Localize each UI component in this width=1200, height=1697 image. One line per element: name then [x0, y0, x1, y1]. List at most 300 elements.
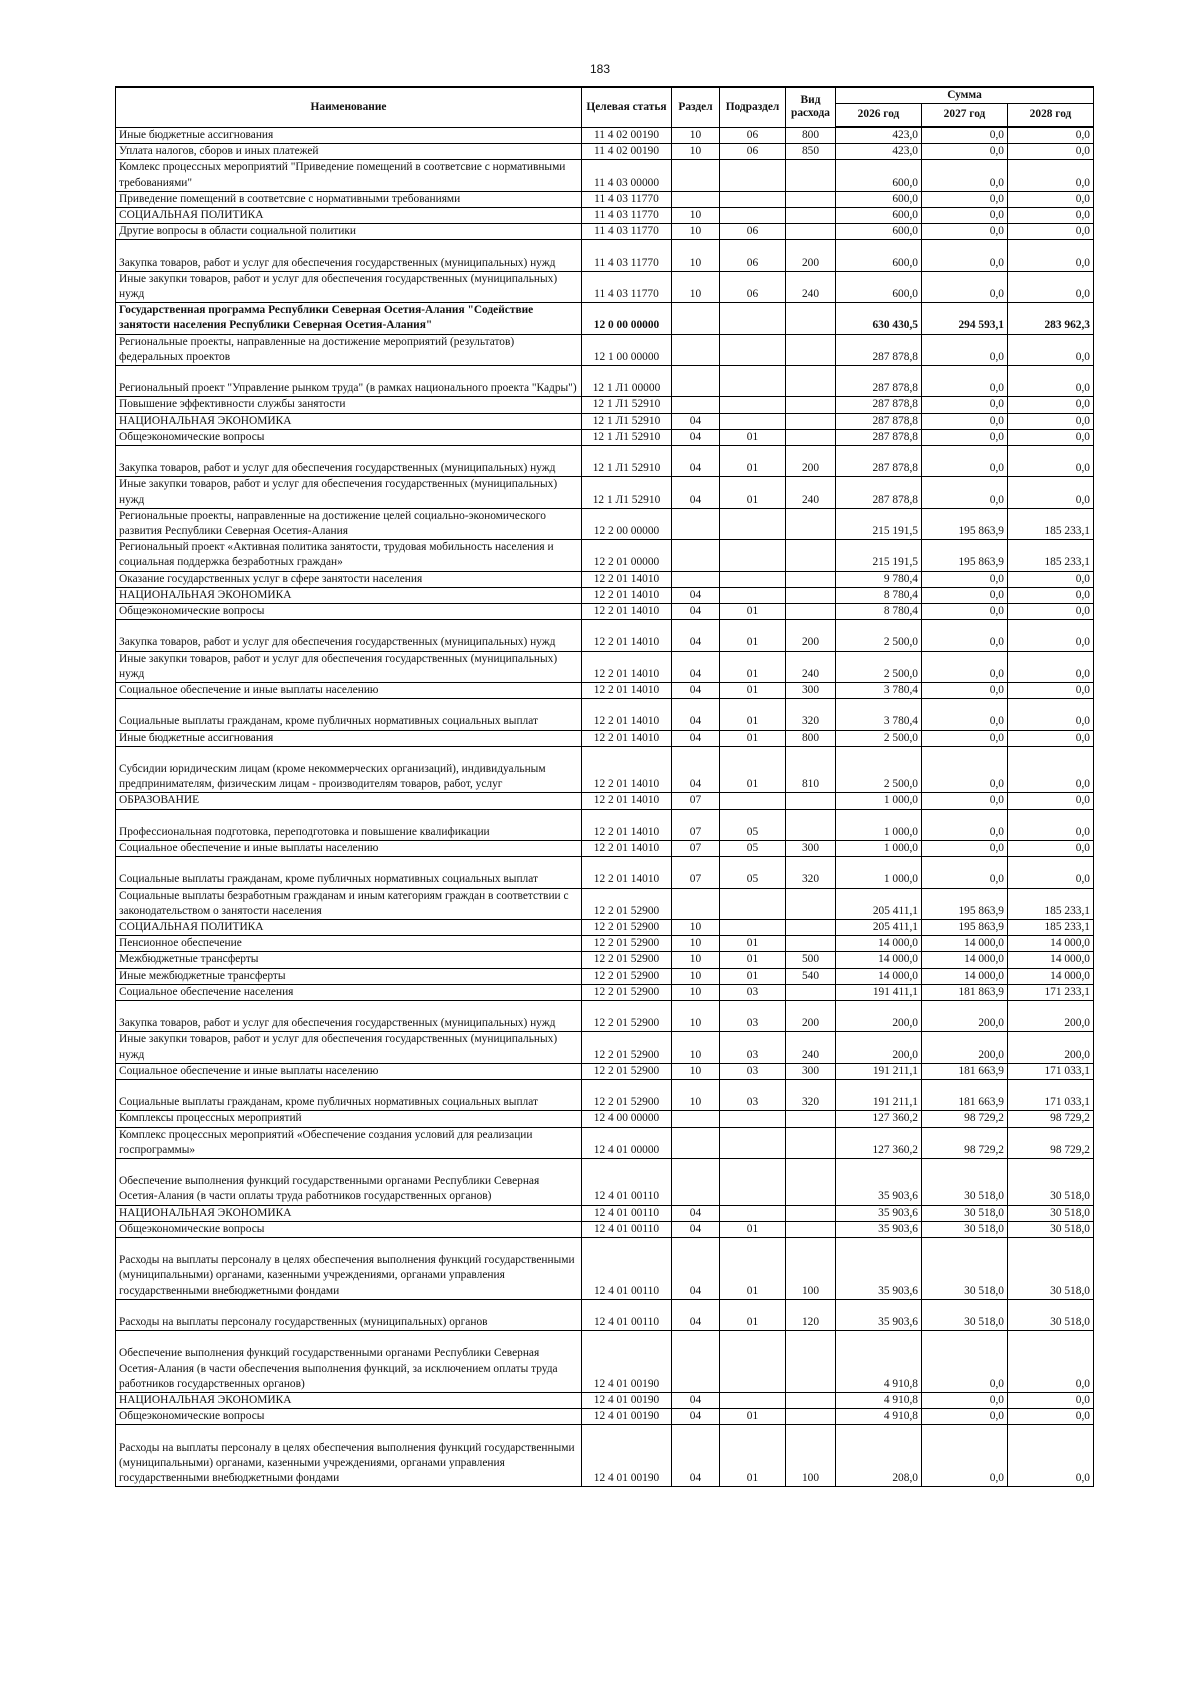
row-subsection: 03	[720, 1001, 786, 1032]
row-target-article: 12 2 01 52900	[582, 984, 672, 1000]
row-sum-2028: 0,0	[1008, 793, 1094, 809]
row-subsection	[720, 540, 786, 571]
row-target-article: 11 4 03 11770	[582, 191, 672, 207]
col-header-target-article: Целевая статья	[582, 87, 672, 127]
row-expense-type	[786, 587, 836, 603]
row-sum-2028: 185 233,1	[1008, 888, 1094, 919]
row-section: 10	[672, 144, 720, 160]
row-sum-2027: 0,0	[922, 1393, 1008, 1409]
row-section: 07	[672, 809, 720, 840]
row-sum-2026: 127 360,2	[836, 1127, 922, 1158]
row-section	[672, 303, 720, 334]
row-sum-2027: 0,0	[922, 160, 1008, 191]
row-sum-2027: 30 518,0	[922, 1159, 1008, 1206]
row-expense-type	[786, 1393, 836, 1409]
row-sum-2027: 195 863,9	[922, 540, 1008, 571]
page-number: 183	[589, 62, 611, 76]
table-row	[116, 1299, 1094, 1330]
row-target-article: 12 1 Л1 52910	[582, 397, 672, 413]
row-target-article: 12 2 01 14010	[582, 651, 672, 682]
row-subsection	[720, 1331, 786, 1393]
row-sum-2026: 600,0	[836, 240, 922, 271]
row-expense-type: 800	[786, 730, 836, 746]
row-section: 04	[672, 730, 720, 746]
row-sum-2026: 200,0	[836, 1032, 922, 1063]
row-expense-type	[786, 160, 836, 191]
row-section	[672, 508, 720, 539]
row-sum-2028: 14 000,0	[1008, 968, 1094, 984]
row-expense-type	[786, 1221, 836, 1237]
row-name: Уплата налогов, сборов и иных платежей	[116, 144, 582, 160]
table-row	[116, 730, 1094, 746]
row-sum-2028: 185 233,1	[1008, 920, 1094, 936]
row-sum-2028: 0,0	[1008, 683, 1094, 699]
row-target-article: 12 4 01 00000	[582, 1127, 672, 1158]
row-subsection	[720, 208, 786, 224]
row-subsection: 05	[720, 841, 786, 857]
row-sum-2027: 0,0	[922, 809, 1008, 840]
row-sum-2028: 14 000,0	[1008, 936, 1094, 952]
row-expense-type	[786, 604, 836, 620]
row-section: 10	[672, 240, 720, 271]
row-sum-2028: 171 233,1	[1008, 984, 1094, 1000]
row-sum-2026: 1 000,0	[836, 809, 922, 840]
row-subsection	[720, 1127, 786, 1158]
row-name: Общеэкономические вопросы	[116, 604, 582, 620]
table-body	[116, 127, 1094, 1487]
row-expense-type: 300	[786, 1063, 836, 1079]
row-sum-2027: 0,0	[922, 841, 1008, 857]
row-expense-type	[786, 429, 836, 445]
row-target-article: 12 4 01 00190	[582, 1393, 672, 1409]
row-target-article: 12 2 01 14010	[582, 604, 672, 620]
row-name: Приведение помещений в соответсвие с нормативными требованиями	[116, 191, 582, 207]
table-row	[116, 271, 1094, 302]
row-section: 04	[672, 746, 720, 793]
row-sum-2027: 195 863,9	[922, 920, 1008, 936]
row-subsection: 01	[720, 730, 786, 746]
row-sum-2028: 0,0	[1008, 366, 1094, 397]
row-section	[672, 397, 720, 413]
row-section: 04	[672, 620, 720, 651]
row-sum-2027: 0,0	[922, 208, 1008, 224]
row-section: 10	[672, 968, 720, 984]
row-sum-2027: 181 863,9	[922, 984, 1008, 1000]
row-target-article: 12 2 01 14010	[582, 587, 672, 603]
row-target-article: 12 2 01 52900	[582, 1001, 672, 1032]
row-name: Иные закупки товаров, работ и услуг для обеспечения государственных (муниципальных) нужд	[116, 1032, 582, 1063]
row-section	[672, 888, 720, 919]
row-sum-2028: 0,0	[1008, 191, 1094, 207]
col-header-expense-type: Вид расхода	[786, 87, 836, 127]
row-section: 10	[672, 271, 720, 302]
row-target-article: 12 4 01 00110	[582, 1205, 672, 1221]
row-expense-type	[786, 1111, 836, 1127]
row-name: НАЦИОНАЛЬНАЯ ЭКОНОМИКА	[116, 587, 582, 603]
row-name: Субсидии юридическим лицам (кроме некоммерческих организаций), индивидуальным предпринимателям, физическим лицам - производителям товаров, работ, услуг	[116, 746, 582, 793]
row-name: Профессиональная подготовка, переподготовка и повышение квалификации	[116, 809, 582, 840]
row-sum-2027: 0,0	[922, 334, 1008, 365]
row-sum-2027: 0,0	[922, 651, 1008, 682]
table-row	[116, 144, 1094, 160]
row-sum-2026: 2 500,0	[836, 620, 922, 651]
row-name: Обеспечение выполнения функций государственными органами Республики Северная Осетия-Алания (в части обеспечения выполнения функций, за исключением оплаты труда работников государственных органов)	[116, 1331, 582, 1393]
row-name: Иные закупки товаров, работ и услуг для обеспечения государственных (муниципальных) нужд	[116, 271, 582, 302]
table-row	[116, 952, 1094, 968]
row-subsection	[720, 397, 786, 413]
row-sum-2026: 600,0	[836, 224, 922, 240]
row-section: 07	[672, 857, 720, 888]
row-subsection	[720, 303, 786, 334]
row-name: Закупка товаров, работ и услуг для обеспечения государственных (муниципальных) нужд	[116, 1001, 582, 1032]
row-name: Социальное обеспечение и иные выплаты населению	[116, 683, 582, 699]
row-sum-2027: 181 663,9	[922, 1080, 1008, 1111]
row-sum-2028: 0,0	[1008, 208, 1094, 224]
row-subsection: 06	[720, 127, 786, 144]
table-header	[116, 87, 1094, 127]
row-subsection: 01	[720, 604, 786, 620]
row-expense-type	[786, 793, 836, 809]
table-row	[116, 334, 1094, 365]
row-subsection: 01	[720, 1409, 786, 1425]
row-subsection	[720, 160, 786, 191]
row-sum-2028: 185 233,1	[1008, 540, 1094, 571]
row-sum-2027: 195 863,9	[922, 888, 1008, 919]
row-target-article: 11 4 02 00190	[582, 127, 672, 144]
row-name: Общеэкономические вопросы	[116, 1221, 582, 1237]
row-section	[672, 571, 720, 587]
row-sum-2028: 30 518,0	[1008, 1221, 1094, 1237]
table-row	[116, 1111, 1094, 1127]
row-section: 10	[672, 208, 720, 224]
table-row	[116, 936, 1094, 952]
row-expense-type	[786, 888, 836, 919]
row-sum-2026: 14 000,0	[836, 952, 922, 968]
col-header-name: Наименование	[116, 87, 582, 127]
row-sum-2026: 4 910,8	[836, 1331, 922, 1393]
row-expense-type: 200	[786, 1001, 836, 1032]
row-target-article: 12 2 01 52900	[582, 920, 672, 936]
row-subsection	[720, 920, 786, 936]
row-section: 04	[672, 413, 720, 429]
row-subsection: 06	[720, 224, 786, 240]
row-target-article: 12 2 01 14010	[582, 620, 672, 651]
row-sum-2026: 1 000,0	[836, 841, 922, 857]
row-name: СОЦИАЛЬНАЯ ПОЛИТИКА	[116, 208, 582, 224]
row-sum-2026: 208,0	[836, 1425, 922, 1487]
row-target-article: 12 2 01 14010	[582, 683, 672, 699]
row-subsection: 03	[720, 1063, 786, 1079]
row-sum-2027: 0,0	[922, 1331, 1008, 1393]
row-expense-type: 850	[786, 144, 836, 160]
table-row	[116, 191, 1094, 207]
row-subsection: 01	[720, 1221, 786, 1237]
row-sum-2026: 3 780,4	[836, 699, 922, 730]
row-expense-type: 240	[786, 271, 836, 302]
row-section: 04	[672, 1205, 720, 1221]
row-sum-2027: 14 000,0	[922, 936, 1008, 952]
row-expense-type: 200	[786, 446, 836, 477]
row-target-article: 11 4 03 11770	[582, 240, 672, 271]
row-sum-2028: 0,0	[1008, 160, 1094, 191]
row-sum-2028: 200,0	[1008, 1032, 1094, 1063]
row-expense-type	[786, 809, 836, 840]
row-subsection: 03	[720, 984, 786, 1000]
row-section	[672, 160, 720, 191]
row-sum-2026: 14 000,0	[836, 968, 922, 984]
row-name: Закупка товаров, работ и услуг для обеспечения государственных (муниципальных) нужд	[116, 620, 582, 651]
row-sum-2027: 98 729,2	[922, 1127, 1008, 1158]
row-sum-2027: 0,0	[922, 397, 1008, 413]
row-expense-type	[786, 540, 836, 571]
table-row	[116, 1393, 1094, 1409]
row-expense-type: 320	[786, 857, 836, 888]
row-sum-2027: 30 518,0	[922, 1221, 1008, 1237]
row-sum-2027: 30 518,0	[922, 1238, 1008, 1300]
col-header-year-2028: 2028 год	[1008, 103, 1094, 127]
row-name: Социальные выплаты гражданам, кроме публичных нормативных социальных выплат	[116, 699, 582, 730]
row-name: Социальное обеспечение и иные выплаты населению	[116, 841, 582, 857]
row-sum-2026: 191 211,1	[836, 1080, 922, 1111]
row-sum-2028: 0,0	[1008, 699, 1094, 730]
row-subsection: 01	[720, 620, 786, 651]
row-expense-type	[786, 508, 836, 539]
row-target-article: 12 4 01 00110	[582, 1238, 672, 1300]
row-name: Общеэкономические вопросы	[116, 429, 582, 445]
row-name: Иные закупки товаров, работ и услуг для обеспечения государственных (муниципальных) нужд	[116, 477, 582, 508]
row-section: 04	[672, 1299, 720, 1330]
budget-table	[115, 86, 1094, 1487]
row-sum-2027: 0,0	[922, 620, 1008, 651]
table-row	[116, 1238, 1094, 1300]
table-row	[116, 1063, 1094, 1079]
row-sum-2026: 35 903,6	[836, 1299, 922, 1330]
row-target-article: 11 4 03 11770	[582, 224, 672, 240]
table-row	[116, 1127, 1094, 1158]
row-sum-2028: 0,0	[1008, 1331, 1094, 1393]
row-sum-2027: 0,0	[922, 144, 1008, 160]
row-sum-2027: 0,0	[922, 240, 1008, 271]
row-sum-2028: 0,0	[1008, 571, 1094, 587]
row-sum-2026: 600,0	[836, 191, 922, 207]
row-subsection: 06	[720, 271, 786, 302]
row-sum-2026: 1 000,0	[836, 793, 922, 809]
row-section	[672, 1331, 720, 1393]
table-row	[116, 587, 1094, 603]
table-row	[116, 841, 1094, 857]
table-row	[116, 240, 1094, 271]
row-sum-2027: 30 518,0	[922, 1205, 1008, 1221]
row-sum-2026: 205 411,1	[836, 920, 922, 936]
row-target-article: 12 2 01 14010	[582, 841, 672, 857]
row-sum-2028: 0,0	[1008, 746, 1094, 793]
row-sum-2027: 0,0	[922, 571, 1008, 587]
row-subsection	[720, 587, 786, 603]
row-section: 04	[672, 477, 720, 508]
row-name: Региональный проект "Управление рынком труда" (в рамках национального проекта "Кадры")	[116, 366, 582, 397]
row-section: 10	[672, 1032, 720, 1063]
table-row	[116, 793, 1094, 809]
row-section: 04	[672, 1221, 720, 1237]
row-subsection: 06	[720, 240, 786, 271]
row-subsection: 05	[720, 857, 786, 888]
table-row	[116, 1001, 1094, 1032]
row-expense-type	[786, 1409, 836, 1425]
row-sum-2026: 35 903,6	[836, 1221, 922, 1237]
row-target-article: 11 4 03 11770	[582, 271, 672, 302]
row-subsection: 03	[720, 1080, 786, 1111]
row-subsection: 01	[720, 446, 786, 477]
col-header-sum: Сумма	[836, 87, 1094, 103]
col-header-year-2026: 2026 год	[836, 103, 922, 127]
row-sum-2028: 0,0	[1008, 730, 1094, 746]
row-sum-2028: 0,0	[1008, 587, 1094, 603]
row-expense-type: 300	[786, 841, 836, 857]
table-row	[116, 1425, 1094, 1487]
row-target-article: 12 2 01 14010	[582, 809, 672, 840]
row-name: НАЦИОНАЛЬНАЯ ЭКОНОМИКА	[116, 1205, 582, 1221]
row-expense-type	[786, 397, 836, 413]
row-sum-2026: 191 211,1	[836, 1063, 922, 1079]
row-section	[672, 366, 720, 397]
row-name: Государственная программа Республики Северная Осетия-Алания "Содействие занятости населения Республики Северная Осетия-Алания"	[116, 303, 582, 334]
row-section: 10	[672, 936, 720, 952]
row-subsection: 01	[720, 683, 786, 699]
row-expense-type: 200	[786, 240, 836, 271]
row-target-article: 12 0 00 00000	[582, 303, 672, 334]
table-row	[116, 1221, 1094, 1237]
col-header-year-2027: 2027 год	[922, 103, 1008, 127]
row-expense-type: 240	[786, 651, 836, 682]
table-row	[116, 429, 1094, 445]
row-section: 07	[672, 841, 720, 857]
table-row	[116, 699, 1094, 730]
row-name: Комплексы процессных мероприятий	[116, 1111, 582, 1127]
row-subsection: 01	[720, 429, 786, 445]
row-subsection	[720, 571, 786, 587]
row-target-article: 12 2 00 00000	[582, 508, 672, 539]
row-subsection: 01	[720, 746, 786, 793]
row-name: Региональные проекты, направленные на достижение мероприятий (результатов) федеральных проектов	[116, 334, 582, 365]
row-sum-2026: 287 878,8	[836, 446, 922, 477]
row-expense-type	[786, 984, 836, 1000]
row-target-article: 12 1 00 00000	[582, 334, 672, 365]
col-header-subsection: Подраздел	[720, 87, 786, 127]
row-section	[672, 334, 720, 365]
row-target-article: 12 2 01 14010	[582, 571, 672, 587]
table-row	[116, 984, 1094, 1000]
row-sum-2026: 215 191,5	[836, 508, 922, 539]
row-name: Обеспечение выполнения функций государственными органами Республики Северная Осетия-Алания (в части оплаты труда работников государственных органов)	[116, 1159, 582, 1206]
row-sum-2027: 0,0	[922, 413, 1008, 429]
row-sum-2028: 14 000,0	[1008, 952, 1094, 968]
row-target-article: 12 2 01 14010	[582, 857, 672, 888]
row-sum-2028: 0,0	[1008, 620, 1094, 651]
row-name: ОБРАЗОВАНИЕ	[116, 793, 582, 809]
row-sum-2028: 0,0	[1008, 651, 1094, 682]
row-name: Социальное обеспечение населения	[116, 984, 582, 1000]
row-target-article: 12 2 01 52900	[582, 968, 672, 984]
row-sum-2026: 287 878,8	[836, 366, 922, 397]
row-target-article: 12 2 01 14010	[582, 730, 672, 746]
row-sum-2027: 181 663,9	[922, 1063, 1008, 1079]
row-sum-2026: 287 878,8	[836, 429, 922, 445]
row-expense-type	[786, 936, 836, 952]
row-sum-2026: 630 430,5	[836, 303, 922, 334]
row-expense-type	[786, 1331, 836, 1393]
row-expense-type	[786, 334, 836, 365]
row-sum-2028: 0,0	[1008, 446, 1094, 477]
row-subsection	[720, 1111, 786, 1127]
row-sum-2028: 185 233,1	[1008, 508, 1094, 539]
row-sum-2027: 294 593,1	[922, 303, 1008, 334]
row-expense-type: 200	[786, 620, 836, 651]
row-expense-type: 100	[786, 1425, 836, 1487]
row-sum-2026: 2 500,0	[836, 730, 922, 746]
row-sum-2026: 600,0	[836, 160, 922, 191]
row-sum-2026: 287 878,8	[836, 413, 922, 429]
table-row	[116, 540, 1094, 571]
row-sum-2027: 195 863,9	[922, 508, 1008, 539]
row-section: 10	[672, 224, 720, 240]
row-sum-2027: 0,0	[922, 604, 1008, 620]
row-subsection	[720, 334, 786, 365]
row-subsection: 01	[720, 968, 786, 984]
row-name: Пенсионное обеспечение	[116, 936, 582, 952]
row-sum-2026: 14 000,0	[836, 936, 922, 952]
row-sum-2026: 205 411,1	[836, 888, 922, 919]
row-expense-type: 800	[786, 127, 836, 144]
table-row	[116, 746, 1094, 793]
row-sum-2027: 0,0	[922, 1409, 1008, 1425]
row-expense-type	[786, 920, 836, 936]
row-sum-2028: 0,0	[1008, 271, 1094, 302]
row-name: Комплекс процессных мероприятий «Обеспечение создания условий для реализации госпрограммы»	[116, 1127, 582, 1158]
row-name: НАЦИОНАЛЬНАЯ ЭКОНОМИКА	[116, 413, 582, 429]
row-sum-2026: 1 000,0	[836, 857, 922, 888]
row-target-article: 11 4 02 00190	[582, 144, 672, 160]
row-target-article: 12 2 01 52900	[582, 952, 672, 968]
row-name: Региональные проекты, направленные на достижение целей социально-экономического развития Республики Северная Осетия-Алания	[116, 508, 582, 539]
row-sum-2026: 423,0	[836, 144, 922, 160]
row-name: Другие вопросы в области социальной политики	[116, 224, 582, 240]
row-sum-2027: 0,0	[922, 587, 1008, 603]
row-section: 04	[672, 604, 720, 620]
table-row	[116, 1032, 1094, 1063]
row-sum-2027: 0,0	[922, 683, 1008, 699]
row-sum-2028: 0,0	[1008, 397, 1094, 413]
table-row	[116, 809, 1094, 840]
row-target-article: 12 2 01 52900	[582, 936, 672, 952]
row-sum-2028: 0,0	[1008, 224, 1094, 240]
row-section: 10	[672, 1063, 720, 1079]
row-name: НАЦИОНАЛЬНАЯ ЭКОНОМИКА	[116, 1393, 582, 1409]
row-target-article: 12 4 01 00190	[582, 1331, 672, 1393]
row-expense-type: 240	[786, 1032, 836, 1063]
table-row	[116, 477, 1094, 508]
row-sum-2027: 0,0	[922, 191, 1008, 207]
row-name: Расходы на выплаты персоналу в целях обеспечения выполнения функций государственными (муниципальными) органами, казенными учреждениями, органами управления государственными внебюджетными фондами	[116, 1238, 582, 1300]
row-name: Иные бюджетные ассигнования	[116, 730, 582, 746]
row-subsection: 06	[720, 144, 786, 160]
row-expense-type: 810	[786, 746, 836, 793]
row-section	[672, 1127, 720, 1158]
row-subsection	[720, 1159, 786, 1206]
table-row	[116, 1331, 1094, 1393]
row-target-article: 12 2 01 52900	[582, 1063, 672, 1079]
row-subsection	[720, 191, 786, 207]
row-target-article: 12 4 01 00110	[582, 1299, 672, 1330]
